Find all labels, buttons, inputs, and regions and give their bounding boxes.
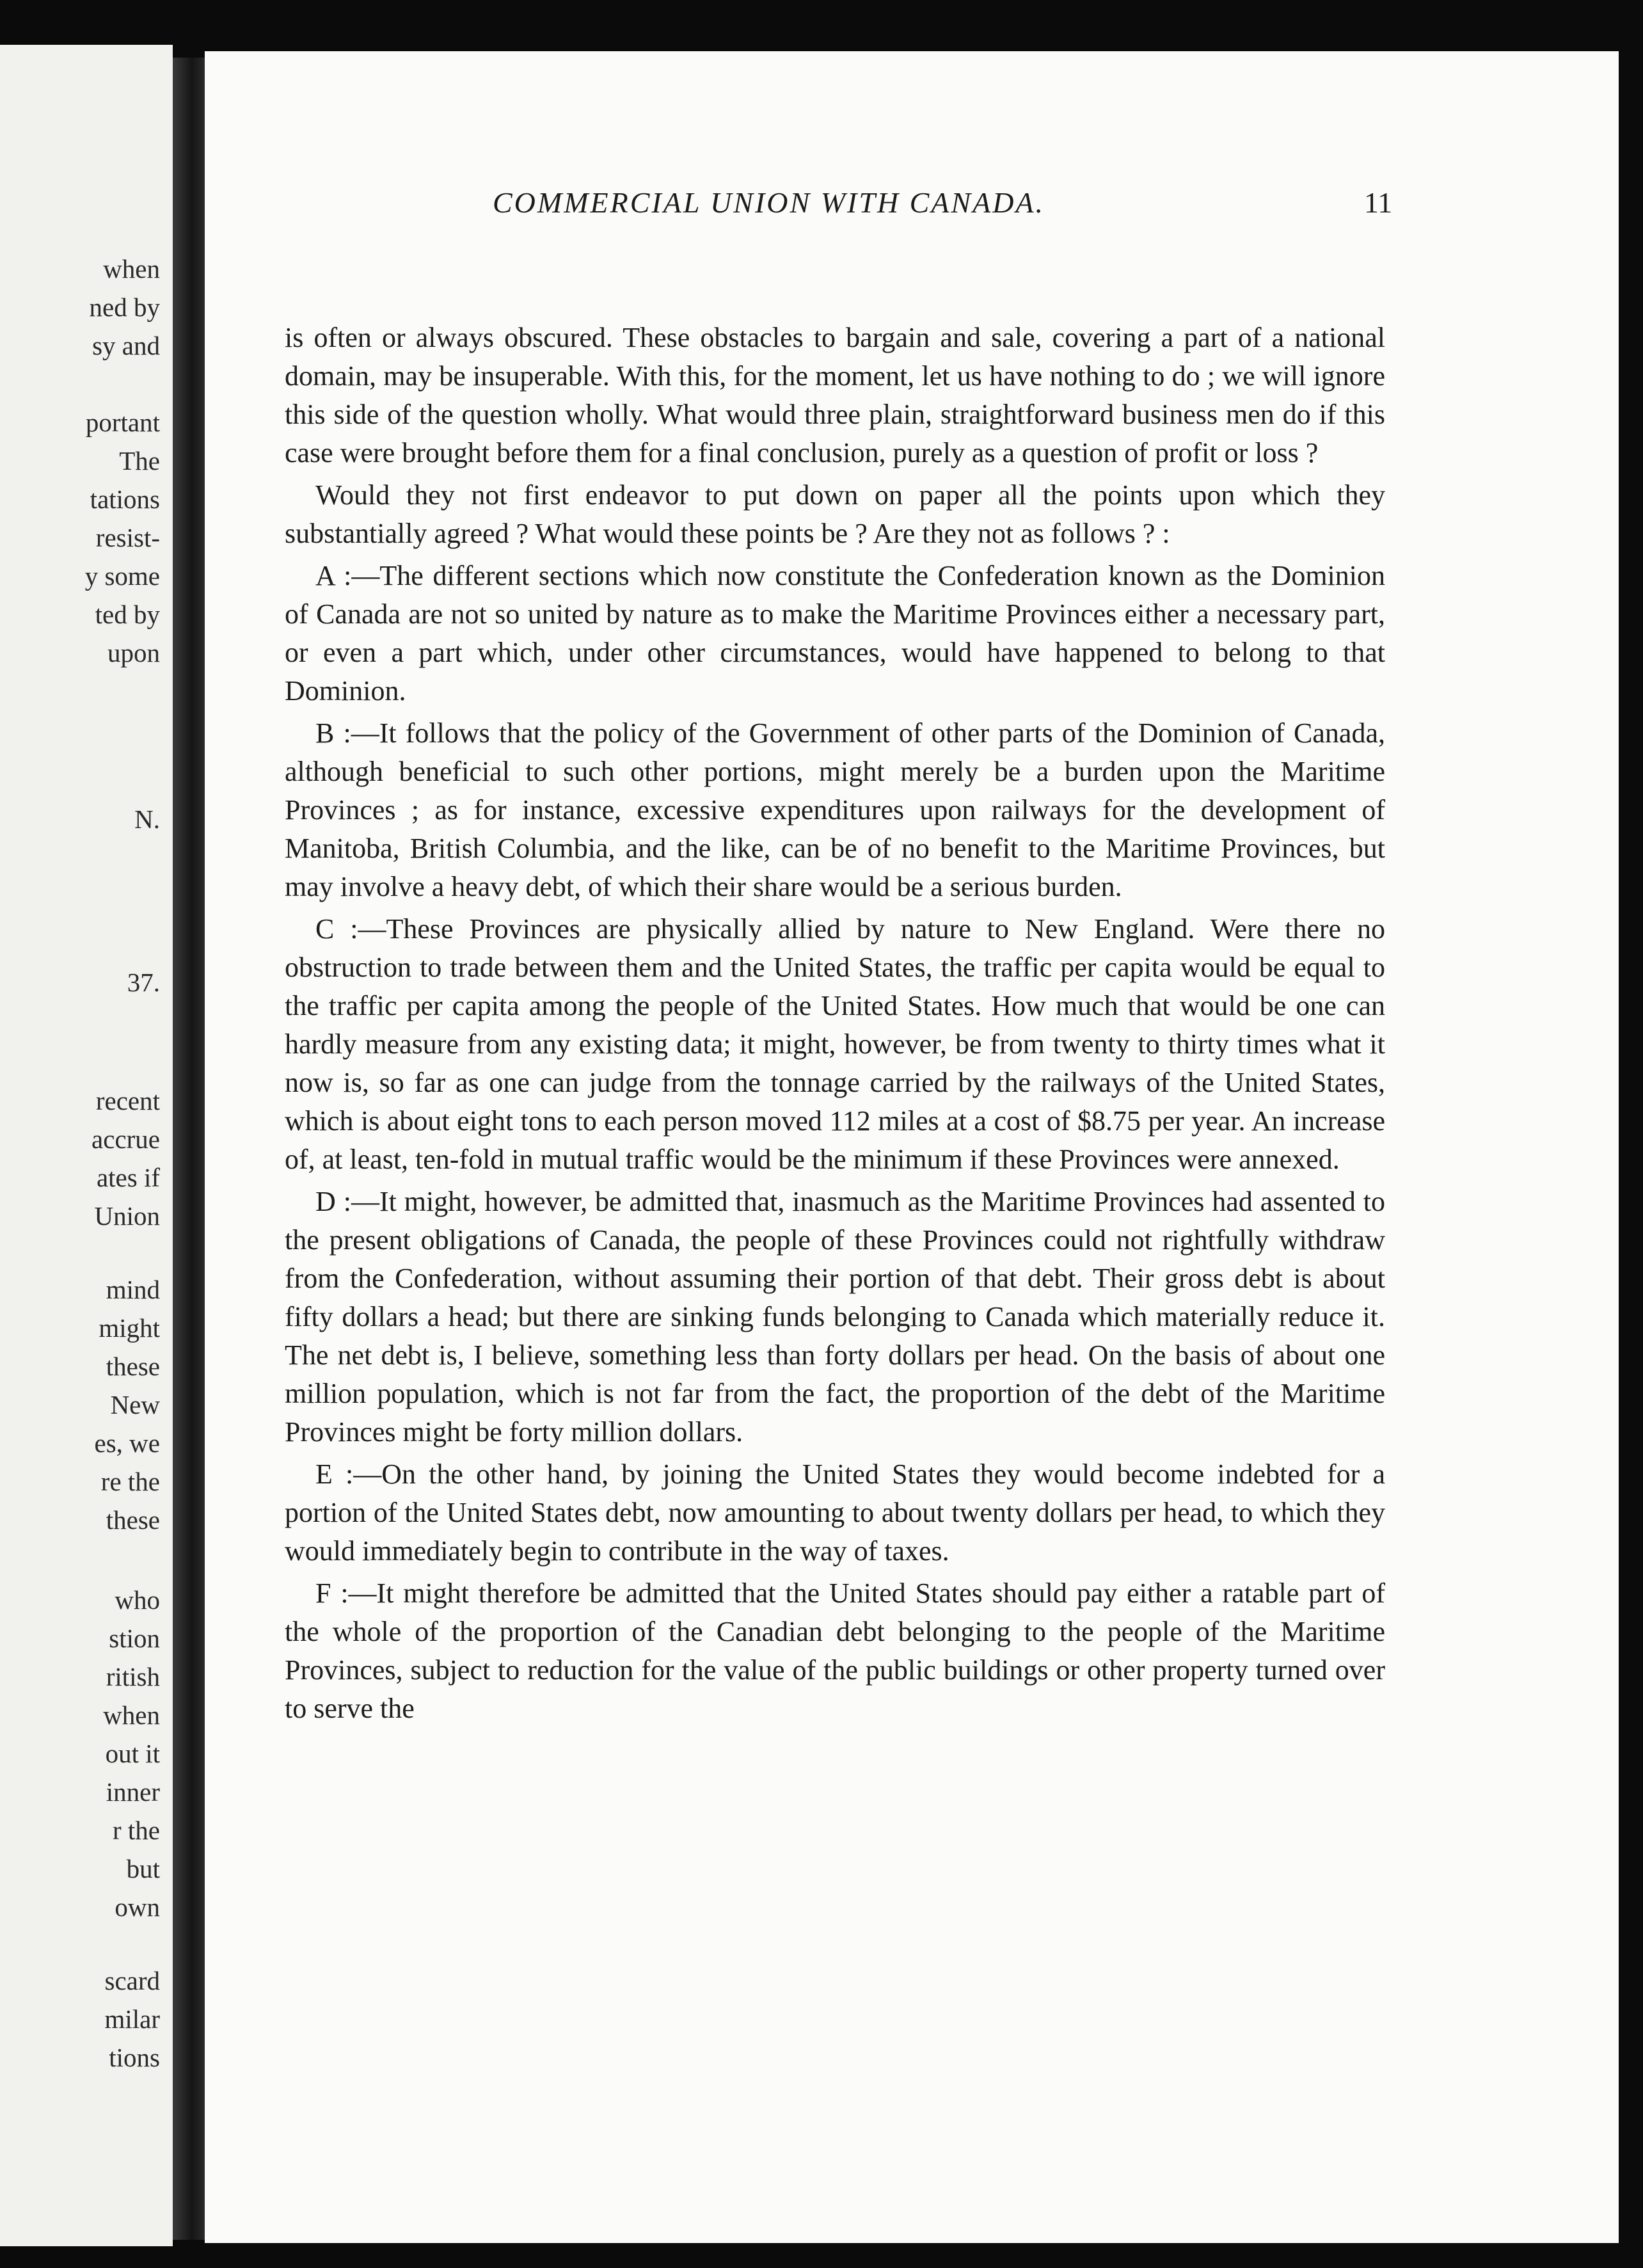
left-page-fragment: scard [104, 1966, 160, 1995]
left-page-fragment: stion [109, 1624, 160, 1653]
left-page-fragment: who [115, 1585, 160, 1615]
left-page-fragment: tions [109, 2043, 160, 2072]
left-page-fragment: ned by [89, 292, 160, 322]
left-page-fragment: recent [95, 1086, 160, 1115]
left-page-fragment: own [115, 1892, 160, 1922]
page-number: 11 [1364, 186, 1393, 219]
left-page-fragment: ates if [96, 1163, 160, 1192]
paragraph: Would they not first endeavor to put down on paper all the points upon which they substantially agreed ? What would these points be ? Are they not as follows ? : [285, 479, 1385, 549]
left-page-fragment: mind [106, 1275, 160, 1304]
paragraph-item-b: B :—It follows that the policy of the Government of other parts of the Dominion of Canada, although beneficial to such other portions, might merely be a burden upon the Maritime Provinces ; as for instance, excessive expenditures upon railways for the development of Manitoba, British Columbia, and the like, can be of no benefit to the Maritime Provinces, but may involve a heavy debt, of which their share would be a serious burden. [285, 717, 1385, 902]
left-page-fragment: 37. [127, 968, 160, 997]
paragraph-item-f: F :—It might therefore be admitted that the United States should pay either a ratable part of the whole of the proportion of the Canadian debt belonging to the people of the Maritime Provinces, subject to reduction for the value of the public buildings or other property turned over to serve the [285, 1577, 1385, 1724]
left-page-fragment: these [106, 1352, 160, 1381]
left-page-fragment: es, we [94, 1428, 160, 1458]
left-page-fragment: inner [106, 1777, 160, 1807]
left-page-fragment: sy and [92, 331, 160, 360]
running-head: COMMERCIAL UNION WITH CANADA. [493, 186, 1045, 219]
left-page-fragment: r the [113, 1816, 160, 1845]
left-page-fragment: y some [84, 561, 160, 591]
left-page-fragment: re the [100, 1467, 160, 1496]
left-page-fragment: upon [107, 638, 160, 667]
page-header [205, 186, 1619, 224]
left-page-fragment: ted by [95, 600, 160, 629]
paragraph-item-a: A :—The different sections which now constitute the Confederation known as the Dominion of Canada are not so united by nature as to make the Maritime Provinces either a necessary part, or even a part which, under other circumstances, would have happened to belong to that Dominion. [285, 560, 1385, 707]
left-page-fragment: The [119, 446, 160, 475]
paragraph: is often or always obscured. These obstacles to bargain and sale, covering a part of a national domain, may be insuperable. With this, for the moment, let us have nothing to do ; we will ignore this side of the question wholly. What would three plain, straightforward business men do if this case were brought before them for a final conclusion, purely as a question of profit or loss ? [285, 322, 1385, 468]
left-page-fragment: when [103, 254, 160, 284]
left-facing-page [0, 45, 173, 2246]
left-page-fragment: these [106, 1505, 160, 1535]
body-text [285, 319, 1385, 1728]
left-page-fragment: tations [90, 484, 160, 514]
paragraph-item-c: C :—These Provinces are physically allied by nature to New England. Were there no obstruction to trade between them and the United States, the traffic per capita would be equal to the traffic per capita among the people of the United States. How much that would be one can hardly measure from any existing data; it might, however, be from twenty to thirty times what it now is, so far as one can judge from the tonnage carried by the railways of the United States, which is about eight tons to each person moved 112 miles at a cost of $8.75 per year. An increase of, at least, ten-fold in mutual traffic would be the minimum if these Provinces were annexed. [285, 913, 1385, 1175]
left-page-fragment: milar [104, 2004, 160, 2034]
paragraph-item-e: E :—On the other hand, by joining the United States they would become indebted for a portion of the United States debt, now amounting to about twenty dollars per head, to which they would immediately begin to contribute in the way of taxes. [285, 1458, 1385, 1567]
left-page-fragment: New [110, 1390, 160, 1419]
left-page-fragment: N. [134, 804, 160, 834]
book-gutter [173, 58, 205, 2240]
left-page-fragment: Union [94, 1201, 160, 1231]
left-page-fragment: accrue [91, 1124, 160, 1154]
left-page-fragment: but [126, 1854, 160, 1883]
paragraph-item-d: D :—It might, however, be admitted that, inasmuch as the Maritime Provinces had assented to the present obligations of Canada, the people of these Provinces could not rightfully withdraw from the Confederation, without assuming their portion of that debt. Their gross debt is about fifty dollars a head; but there are sinking funds belonging to Canada which materially reduce it. The net debt is, I believe, something less than forty dollars per head. On the basis of about one million population, which is not far from the fact, the proportion of the debt of the Maritime Provinces might be forty million dollars. [285, 1186, 1385, 1448]
left-page-fragment: portant [85, 408, 160, 437]
left-page-fragment: resist- [95, 523, 160, 552]
left-page-fragment: ritish [106, 1662, 160, 1691]
left-page-fragment: might [99, 1313, 160, 1343]
book-page [205, 51, 1619, 2243]
left-page-fragment: when [103, 1700, 160, 1730]
left-page-fragment: out it [105, 1739, 160, 1768]
